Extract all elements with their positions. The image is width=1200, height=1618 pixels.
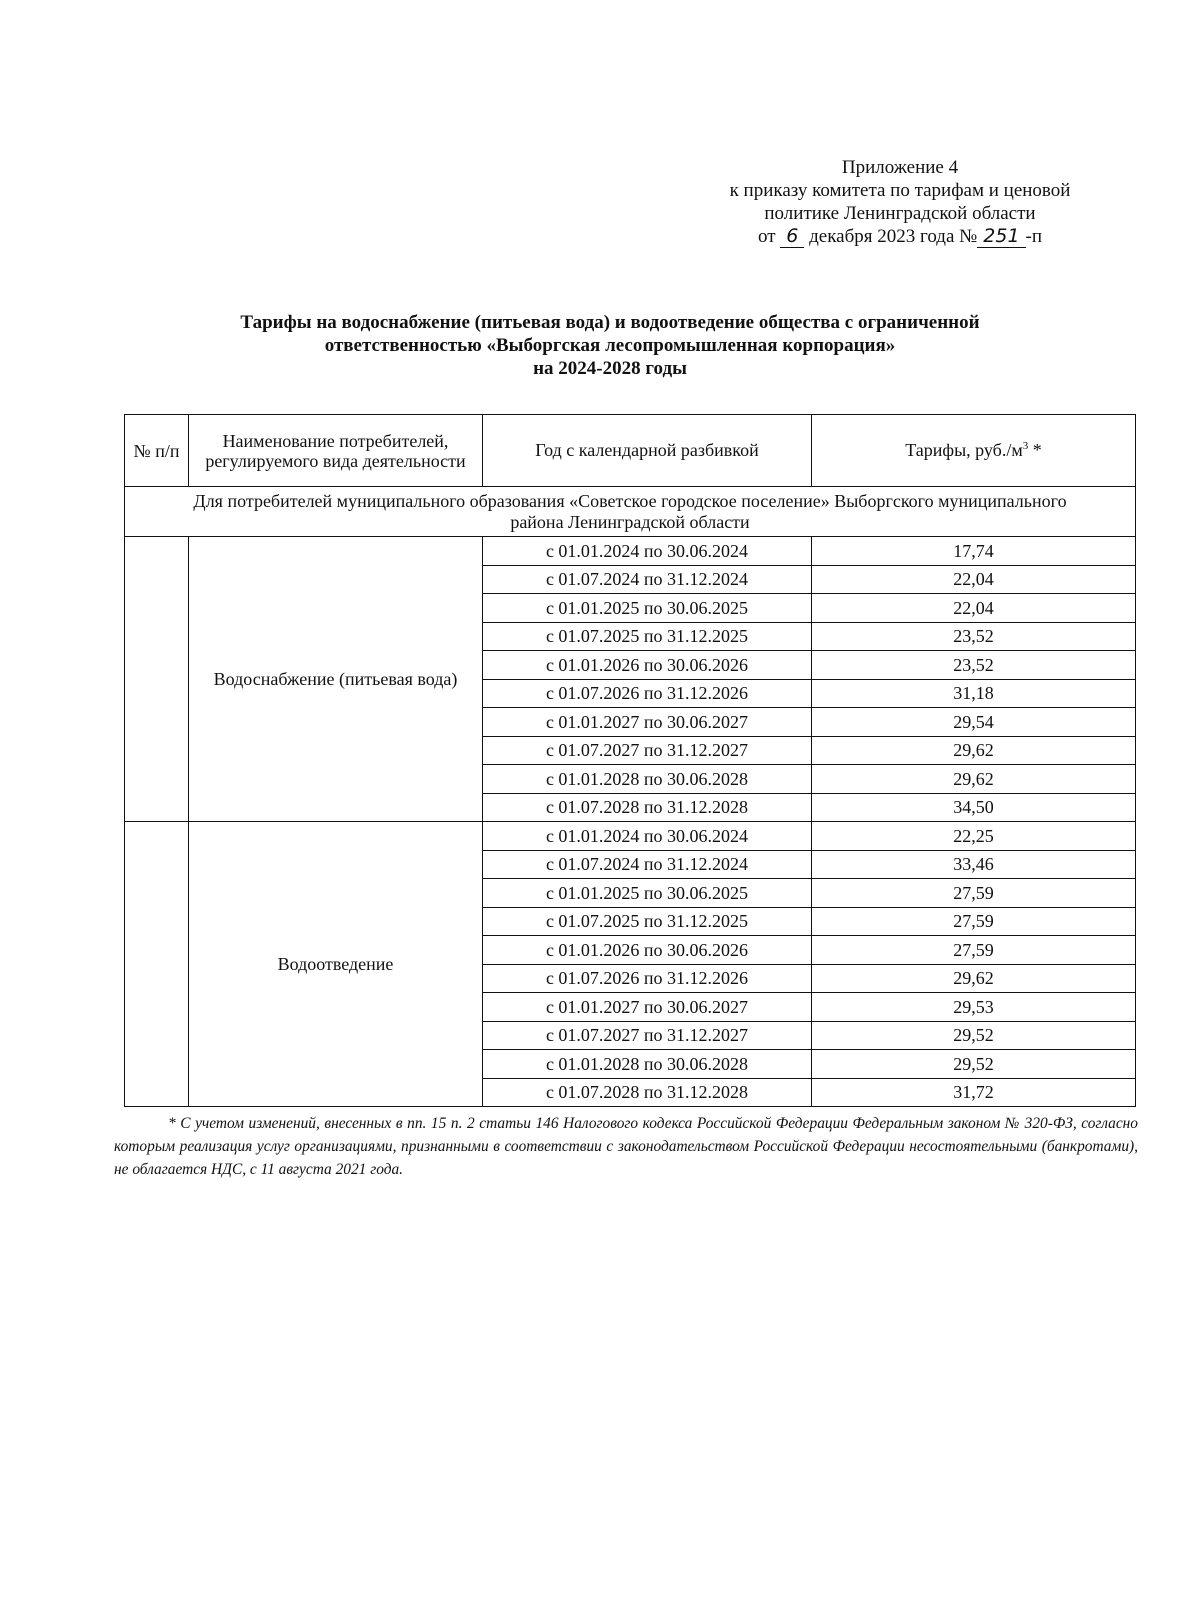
tariff-cell: 29,52 — [812, 1021, 1136, 1050]
header-period: Год с календарной разбивкой — [483, 415, 812, 487]
tariff-cell: 22,25 — [812, 822, 1136, 851]
appendix-order-date — [640, 225, 1160, 248]
header-tariff-sup: 3 — [1022, 440, 1029, 452]
tariff-cell: 29,54 — [812, 708, 1136, 737]
tariff-cell: 27,59 — [812, 907, 1136, 936]
period-cell: с 01.01.2026 по 30.06.2026 — [483, 936, 812, 965]
section-title: Для потребителей муниципального образования «Советское городское поселение» Выборгского муниципального района Ленинградской области — [125, 487, 1136, 537]
period-cell: с 01.01.2024 по 30.06.2024 — [483, 822, 812, 851]
period-cell: с 01.01.2026 по 30.06.2026 — [483, 651, 812, 680]
tariff-cell: 17,74 — [812, 537, 1136, 566]
period-cell: с 01.01.2027 по 30.06.2027 — [483, 708, 812, 737]
period-cell: с 01.01.2025 по 30.06.2025 — [483, 594, 812, 623]
order-day-handwritten: 6 — [780, 225, 804, 248]
header-tariff — [812, 415, 1136, 487]
tariff-cell: 29,53 — [812, 993, 1136, 1022]
tariff-cell: 23,52 — [812, 651, 1136, 680]
period-cell: с 01.07.2024 по 31.12.2024 — [483, 565, 812, 594]
order-prefix: от — [757, 226, 776, 247]
table-header-row — [125, 415, 1136, 487]
order-middle: декабря 2023 года № — [809, 226, 978, 247]
group-name: Водоотведение — [189, 822, 483, 1107]
tariff-cell: 33,46 — [812, 850, 1136, 879]
group-name: Водоснабжение (питьевая вода) — [189, 537, 483, 822]
tariff-cell: 22,04 — [812, 565, 1136, 594]
table-row — [125, 537, 1136, 566]
tariff-cell: 22,04 — [812, 594, 1136, 623]
tariff-cell: 29,62 — [812, 736, 1136, 765]
title-line-1: Тарифы на водоснабжение (питьевая вода) и водоотведение общества с ограниченной — [240, 312, 980, 333]
header-consumer-name: Наименование потребителей, регулируемого вида деятельности — [189, 415, 483, 487]
appendix-order-ref: к приказу комитета по тарифам и ценовой — [729, 180, 1071, 201]
title-line-2: ответственностью «Выборгская лесопромышленная корпорация» — [324, 335, 896, 356]
tariff-table — [124, 414, 1136, 1107]
order-number-handwritten: 251 — [977, 225, 1025, 248]
period-cell: с 01.07.2028 по 31.12.2028 — [483, 1078, 812, 1107]
group-number — [125, 537, 189, 822]
appendix-header — [640, 156, 1160, 248]
appendix-committee: политике Ленинградской области — [764, 203, 1036, 224]
period-cell: с 01.07.2027 по 31.12.2027 — [483, 1021, 812, 1050]
period-cell: с 01.07.2028 по 31.12.2028 — [483, 793, 812, 822]
tariff-cell: 27,59 — [812, 936, 1136, 965]
period-cell: с 01.07.2027 по 31.12.2027 — [483, 736, 812, 765]
header-number: № п/п — [125, 415, 189, 487]
period-cell: с 01.07.2026 по 31.12.2026 — [483, 964, 812, 993]
period-cell: с 01.01.2024 по 30.06.2024 — [483, 537, 812, 566]
period-cell: с 01.01.2028 по 30.06.2028 — [483, 1050, 812, 1079]
period-cell: с 01.07.2025 по 31.12.2025 — [483, 622, 812, 651]
title-line-3: на 2024-2028 годы — [533, 358, 687, 379]
header-tariff-mark: * — [1028, 440, 1042, 460]
section-row — [125, 487, 1136, 537]
period-cell: с 01.07.2026 по 31.12.2026 — [483, 679, 812, 708]
appendix-number: Приложение 4 — [841, 157, 959, 178]
table-row — [125, 822, 1136, 851]
period-cell: с 01.01.2027 по 30.06.2027 — [483, 993, 812, 1022]
period-cell: с 01.07.2025 по 31.12.2025 — [483, 907, 812, 936]
period-cell: с 01.07.2024 по 31.12.2024 — [483, 850, 812, 879]
group-number — [125, 822, 189, 1107]
order-suffix: -п — [1025, 226, 1043, 247]
header-tariff-label: Тарифы, руб./м — [905, 440, 1023, 460]
period-cell: с 01.01.2025 по 30.06.2025 — [483, 879, 812, 908]
document-title — [110, 311, 1110, 380]
tariff-cell: 27,59 — [812, 879, 1136, 908]
tariff-cell: 29,62 — [812, 765, 1136, 794]
tariff-cell: 29,52 — [812, 1050, 1136, 1079]
footnote: * С учетом изменений, внесенных в пп. 15 п. 2 статьи 146 Налогового кодекса Российской Федерации Федеральным законом № 320-ФЗ, согласно которым реализация услуг организациями, признанными в соответствии с законодательством Российской Федерации несостоятельными (банкротами), не облагается НДС, с 11 августа 2021 года. — [114, 1115, 1138, 1178]
tariff-cell: 29,62 — [812, 964, 1136, 993]
tariff-cell: 31,18 — [812, 679, 1136, 708]
table-body — [125, 487, 1136, 1107]
tariff-cell: 23,52 — [812, 622, 1136, 651]
tariff-cell: 34,50 — [812, 793, 1136, 822]
period-cell: с 01.01.2028 по 30.06.2028 — [483, 765, 812, 794]
tariff-cell: 31,72 — [812, 1078, 1136, 1107]
